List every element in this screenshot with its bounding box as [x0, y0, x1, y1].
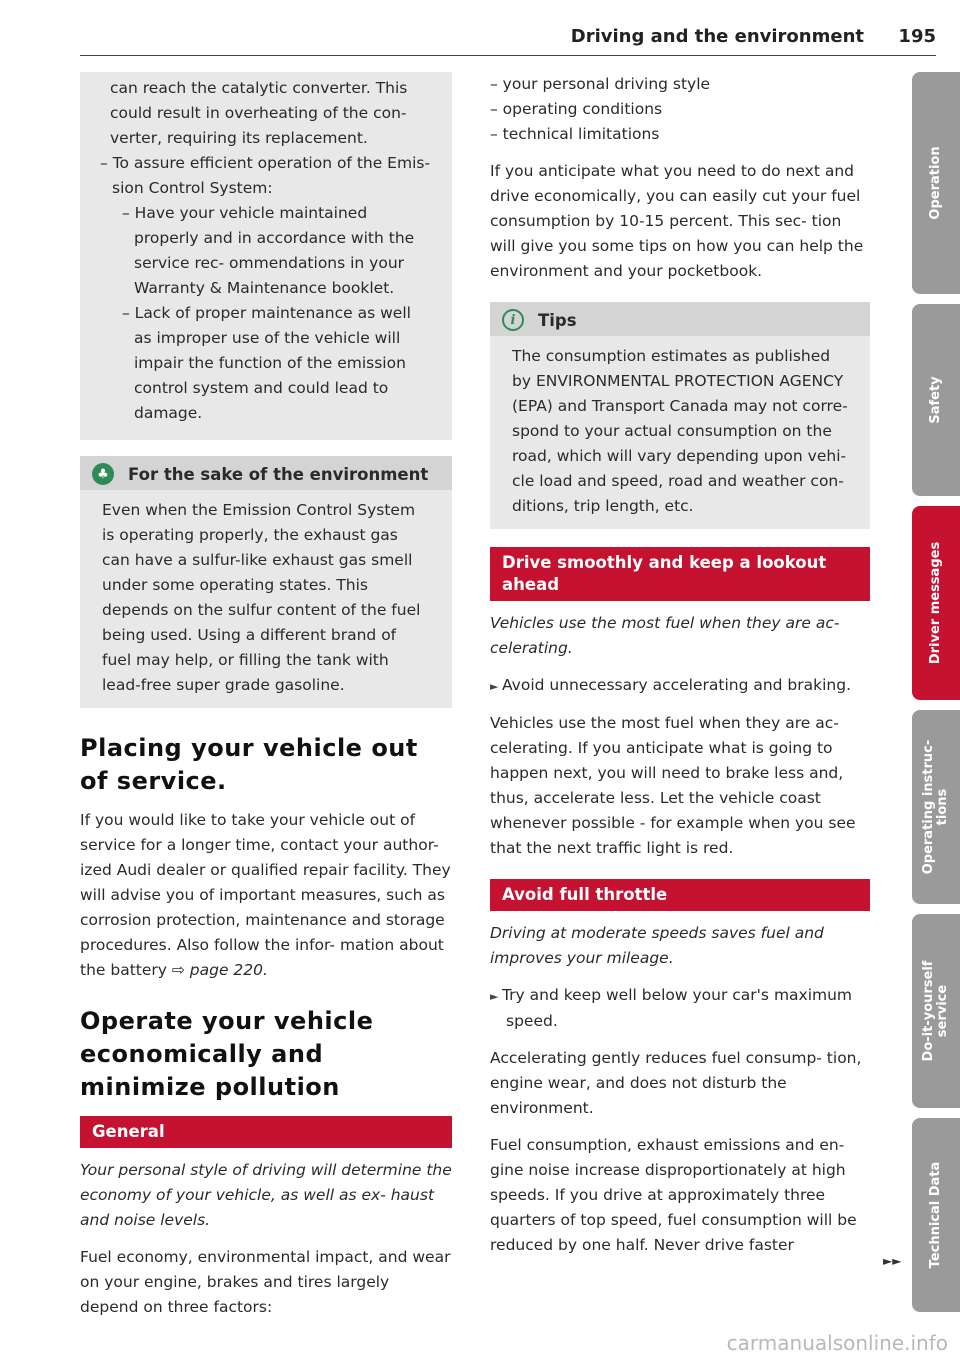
- list-item: – To assure efficient operation of the Emis- sion Control System:: [100, 154, 431, 197]
- drive-smoothly-paragraph: Vehicles use the most fuel when they are ac- celerating. If you anticipate what is going to happen next, you will need to brake less and, thus, accelerate less. Let the vehicle coast whenever possible - for example when you see that the next traffic light is red.: [490, 714, 856, 857]
- tips-title: Tips: [538, 310, 577, 330]
- page-reference-link[interactable]: ⇨ page 220.: [171, 961, 268, 979]
- box-list: [100, 151, 432, 426]
- action-item: [490, 983, 870, 1034]
- tab-label: Operating instruc- tions: [921, 739, 950, 875]
- tab-operation[interactable]: [912, 72, 960, 294]
- warning-continuation-box: [80, 72, 452, 440]
- page-number: 195: [898, 26, 936, 47]
- heading-operate-economically: Operate your vehicle economically and minimize pollution: [80, 1007, 374, 1101]
- environment-icon: ♣: [92, 463, 114, 485]
- environment-note-text: Even when the Emission Control System is operating properly, the exhaust gas can have a sulfur-like exhaust gas smell under some operating states. This depends on the sulfur content of the fuel being used. Using a different brand of fuel may help, or filling the tank with lead-free super grade gasoline.: [102, 501, 421, 694]
- environment-note-title: For the sake of the environment: [128, 464, 429, 484]
- action-arrow-icon: ►: [490, 990, 502, 1003]
- tips-body: [490, 336, 870, 529]
- tab-safety[interactable]: [912, 304, 960, 496]
- subheading-drive-smoothly: Drive smoothly and keep a lookout ahead: [490, 547, 870, 601]
- subheading-general: General: [80, 1116, 452, 1148]
- action-item: [490, 673, 870, 699]
- factor-item: – technical limitations: [490, 125, 660, 143]
- action-text: Try and keep well below your car's maximum speed.: [501, 986, 853, 1030]
- factor-item: – your personal driving style: [490, 75, 711, 93]
- tips-header: [490, 302, 870, 336]
- general-paragraph: Fuel economy, environmental impact, and wear on your engine, brakes and tires largely depend on three factors:: [80, 1248, 451, 1316]
- heading-out-of-service: Placing your vehicle out of service.: [80, 734, 418, 795]
- fuel-consumption-paragraph: Fuel consumption, exhaust emissions and en- gine noise increase disproportionately at high speeds. If you drive at approximately three quarters of top speed, fuel consumption will be reduced by one half. Never drive faster: [490, 1136, 857, 1254]
- watermark: carmanualsonline.info: [726, 1331, 948, 1355]
- list-item: – Have your vehicle maintained properly and in accordance with the service rec- ommendations in your Warranty & Maintenance booklet.: [122, 204, 415, 297]
- tips-text: The consumption estimates as published by ENVIRONMENTAL PROTECTION AGENCY (EPA) and Transport Canada may not corre- spond to your actual consumption on the road, which will vary depending upon vehi- cle load and speed, road and weather con- ditions, trip length, etc.: [512, 347, 848, 515]
- subheading-avoid-full-throttle: Avoid full throttle: [490, 879, 870, 911]
- continue-arrow-icon: ►►: [883, 1254, 902, 1268]
- environment-note-header: [80, 456, 452, 490]
- left-column: [80, 72, 452, 1320]
- tab-label: Technical Data: [928, 1161, 943, 1269]
- box-paragraph: can reach the catalytic converter. This could result in overheating of the con- verter, requiring its replacement.: [110, 79, 408, 147]
- factor-item: – operating conditions: [490, 100, 663, 118]
- tab-technical-data[interactable]: [912, 1118, 960, 1312]
- action-text: Avoid unnecessary accelerating and braking.: [501, 676, 852, 694]
- general-intro: Your personal style of driving will determine the economy of your vehicle, as well as ex- haust and noise levels.: [80, 1161, 452, 1229]
- tab-label: Operation: [928, 146, 943, 220]
- action-arrow-icon: ►: [490, 680, 502, 693]
- info-icon: i: [502, 309, 524, 331]
- tab-label: Safety: [928, 376, 943, 424]
- drive-smoothly-intro: Vehicles use the most fuel when they are ac- celerating.: [490, 614, 840, 657]
- accelerating-paragraph: Accelerating gently reduces fuel consump- tion, engine wear, and does not disturb the environment.: [490, 1049, 862, 1117]
- tab-label: Driver messages: [928, 541, 943, 665]
- tab-driver-messages[interactable]: [912, 506, 960, 700]
- page-header: [80, 26, 936, 56]
- out-of-service-paragraph: [80, 808, 452, 983]
- paragraph-text: If you would like to take your vehicle out of service for a longer time, contact your author- ized Audi dealer or qualified repair facility. They will advise you of important measures, such as corrosion protection, maintenance and storage procedures. Also follow the infor- mation about the battery: [80, 811, 451, 979]
- section-title: Driving and the environment: [570, 26, 864, 47]
- right-column: [490, 72, 870, 1258]
- environment-note-body: [80, 490, 452, 708]
- tab-label: Do-it-yourself service: [921, 960, 950, 1062]
- tab-do-it-yourself-service[interactable]: [912, 914, 960, 1108]
- avoid-throttle-intro: Driving at moderate speeds saves fuel and improves your mileage.: [490, 924, 824, 967]
- factors-list: [490, 72, 870, 147]
- list-item: – Lack of proper maintenance as well as improper use of the vehicle will impair the function of the emission control system and could lead to damage.: [122, 304, 411, 422]
- tab-operating-instructions[interactable]: [912, 710, 960, 904]
- economy-paragraph: If you anticipate what you need to do next and drive economically, you can easily cut your fuel consumption by 10-15 percent. This sec- tion will give you some tips on how you can help the environment and your pocketbook.: [490, 162, 864, 280]
